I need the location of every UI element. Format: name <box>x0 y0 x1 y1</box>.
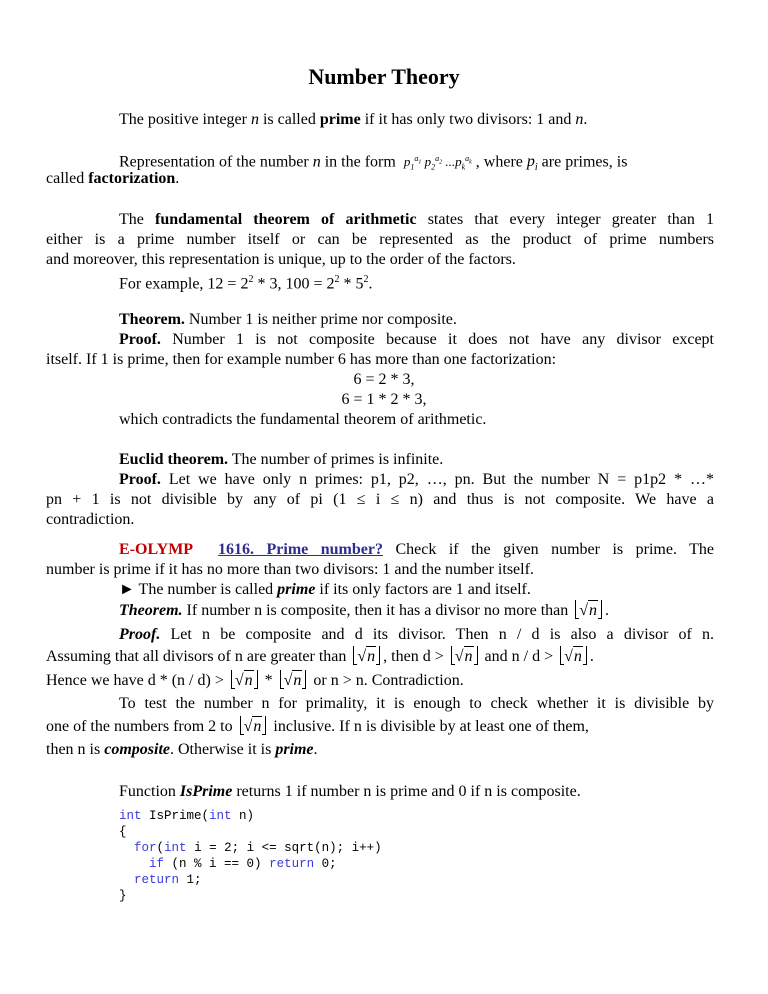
code-line-2: { <box>119 825 127 839</box>
theorem-one: Theorem. Number 1 is neither prime nor composite. <box>119 311 457 328</box>
primality-line2: one of the numbers from 2 to √n inclusive. If n is divisible by at least one of them, <box>46 718 589 735</box>
factorization-formula: $p_1^{a_1}$ $p_2^{a_2}$ $...p_k^{a_k}$ <box>403 154 472 172</box>
factorization-line2: called factorization. <box>46 170 180 187</box>
sqrt-theorem: Theorem. If number n is composite, then it has a divisor no more than √n . <box>119 602 610 619</box>
eolymp-line1: E-OLYMP 1616. Prime number? Check if the given number is prime. The <box>119 541 715 558</box>
floor-sqrt-n: √n <box>557 646 590 667</box>
floor-sqrt-n: √n <box>448 646 481 667</box>
euclid-theorem: Euclid theorem. The number of primes is infinite. <box>119 451 444 468</box>
fta-line2: either is a prime number itself or can be represented as the product of prime numbers <box>46 231 714 248</box>
euclid-proof-line1: Proof. Let we have only n primes: p1, p2, …, pn. But the number N = p1p2 * …* <box>119 471 714 488</box>
problem-link[interactable]: 1616. Prime number? <box>218 541 383 558</box>
equation-2: 6 = 1 * 2 * 3, <box>341 391 427 408</box>
fta-line1: The fundamental theorem of arithmetic states that every integer greater than 1 <box>119 211 715 228</box>
sqrt-proof-line2: Assuming that all divisors of n are greater than √n , then d > √n and n / d > √n . <box>46 648 594 665</box>
isprime-description: Function IsPrime returns 1 if number n is prime and 0 if n is composite. <box>119 783 581 800</box>
fta-line3: and moreover, this representation is unique, up to the order of the factors. <box>46 251 516 268</box>
proof-one-line2: itself. If 1 is prime, then for example number 6 has more than one factorization: <box>46 351 557 368</box>
proof-one-line1: Proof. Number 1 is not composite because it does not have any divisor except <box>119 331 714 348</box>
sqrt-proof-line1: Proof. Let n be composite and d its divisor. Then n / d is also a divisor of n. <box>119 626 714 643</box>
proof-one-conclusion: which contradicts the fundamental theorem of arithmetic. <box>119 411 487 428</box>
code-line-6: } <box>119 889 127 903</box>
page-title: Number Theory <box>308 64 460 89</box>
floor-sqrt-n: √n <box>572 600 605 621</box>
primality-line1: To test the number n for primality, it is enough to check whether it is divisible by <box>119 695 714 712</box>
euclid-proof-line3: contradiction. <box>46 511 135 528</box>
floor-sqrt-n: √n <box>350 646 383 667</box>
prime-definition: The positive integer n is called prime if it has only two divisors: 1 and n. <box>119 111 588 128</box>
eolymp-label: E-OLYMP <box>119 541 194 558</box>
primality-line3: then n is composite. Otherwise it is prime. <box>46 741 318 758</box>
eolymp-line2: number is prime if it has no more than two divisors: 1 and the number itself. <box>46 561 534 578</box>
prime-callout: ► The number is called prime if its only factors are 1 and itself. <box>119 581 531 598</box>
factorization-line1: Representation of the number n in the form $p_1^{a_1}$ $p_2^{a_2}$ $...p_k^{a_k}$ , where $p_i$ are primes, is <box>119 153 628 174</box>
floor-sqrt-n: √n <box>237 716 270 737</box>
code-line-1: int IsPrime(int n) <box>119 809 255 823</box>
floor-sqrt-n: √n <box>228 670 261 691</box>
sqrt-proof-line3: Hence we have d * (n / d) > √n * √n or n > n. Contradiction. <box>46 672 464 689</box>
euclid-proof-line2: pn + 1 is not divisible by any of pi (1 ≤ i ≤ n) and thus is not composite. We have a <box>46 491 714 508</box>
equation-1: 6 = 2 * 3, <box>353 371 415 388</box>
fta-example: For example, $12 = 2^2 * 3$, $100 = 2^2 * 5^2$. <box>119 274 373 293</box>
code-line-3: for(int i = 2; i <= sqrt(n); i++) <box>134 841 382 855</box>
code-line-5: return 1; <box>134 873 202 887</box>
code-line-4: if (n % i == 0) return 0; <box>149 857 337 871</box>
floor-sqrt-n: √n <box>277 670 310 691</box>
